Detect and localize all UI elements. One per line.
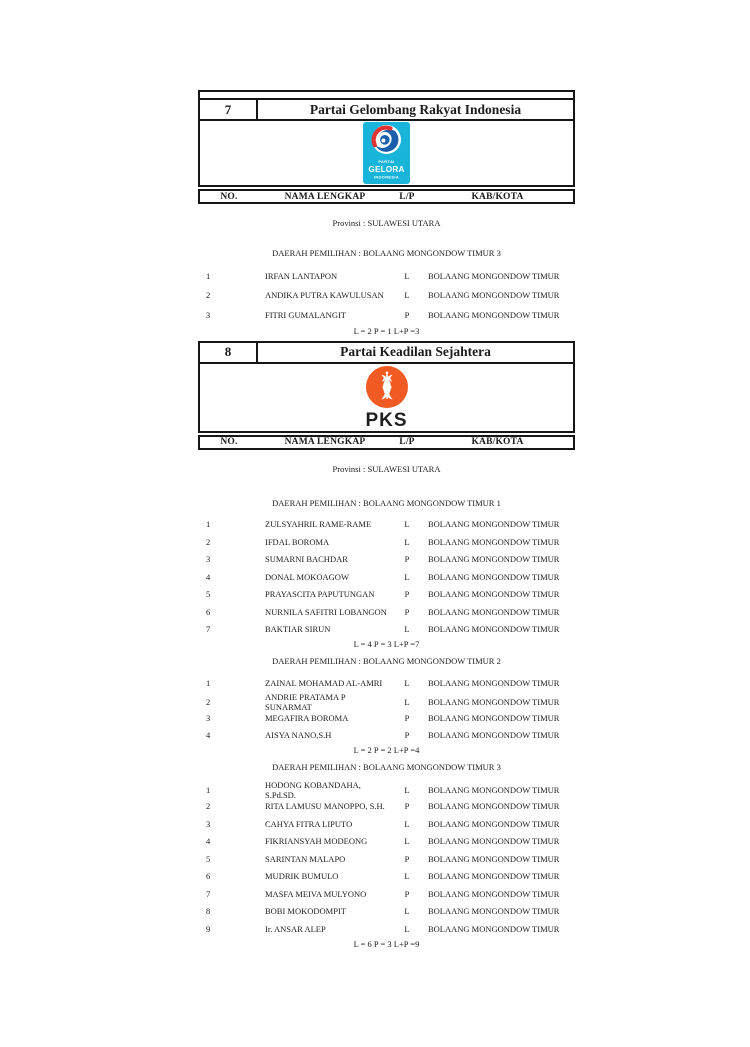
party-header-row — [198, 98, 575, 121]
candidate-kab: BOLAANG MONGONDOW TIMUR — [428, 906, 560, 917]
candidate-kab: BOLAANG MONGONDOW TIMUR — [428, 270, 560, 281]
dapil-title: DAERAH PEMILIHAN : BOLAANG MONGONDOW TIMUR 3 — [272, 248, 501, 258]
candidate-no: 4 — [206, 836, 211, 847]
dapil-group — [198, 248, 575, 337]
candidate-kab: BOLAANG MONGONDOW TIMUR — [428, 554, 560, 565]
candidate-kab: BOLAANG MONGONDOW TIMUR — [428, 730, 560, 741]
candidate-row — [198, 551, 575, 569]
candidate-name: CAHYA FITRA LIPUTO — [265, 818, 353, 829]
dapil-group — [198, 498, 575, 651]
candidate-kab: BOLAANG MONGONDOW TIMUR — [428, 785, 560, 795]
candidate-name: FITRI GUMALANGIT — [265, 309, 346, 320]
candidate-name: Ir. ANSAR ALEP — [265, 923, 326, 934]
col-header-name: NAMA LENGKAP — [284, 191, 366, 202]
candidate-lp: P — [404, 554, 410, 565]
candidate-lp: L — [404, 536, 410, 547]
candidate-no: 3 — [206, 554, 211, 565]
candidate-lp: P — [404, 712, 410, 723]
candidate-kab: BOLAANG MONGONDOW TIMUR — [428, 606, 560, 617]
candidate-row — [198, 286, 575, 306]
candidate-lp: P — [404, 853, 410, 864]
party-logo-cell — [198, 119, 575, 187]
candidate-kab: BOLAANG MONGONDOW TIMUR — [428, 853, 560, 864]
candidate-kab: BOLAANG MONGONDOW TIMUR — [428, 923, 560, 934]
candidate-row — [198, 727, 575, 745]
candidate-row — [198, 586, 575, 604]
candidate-lp: L — [404, 677, 410, 688]
dapil-summary: L = 2 P = 1 L+P =3 — [353, 325, 420, 336]
candidate-row — [198, 603, 575, 621]
candidate-row — [198, 266, 575, 286]
dapil-title: DAERAH PEMILIHAN : BOLAANG MONGONDOW TIMUR 1 — [272, 497, 501, 508]
candidate-name: BAKTIAR SIRUN — [265, 624, 331, 635]
candidate-row — [198, 533, 575, 551]
candidate-name: ANDIKA PUTRA KAWULUSAN — [265, 290, 384, 301]
gelora-logo-text-main: GELORA — [368, 165, 405, 174]
candidate-no: 5 — [206, 853, 211, 864]
party-logo-cell — [198, 362, 575, 433]
dapil-list — [198, 248, 575, 337]
candidate-kab: BOLAANG MONGONDOW TIMUR — [428, 712, 560, 723]
candidate-no: 4 — [206, 571, 211, 582]
candidate-row — [198, 568, 575, 586]
candidate-no: 2 — [206, 696, 211, 707]
candidate-no: 8 — [206, 906, 211, 917]
dapil-summary: L = 2 P = 2 L+P =4 — [353, 745, 420, 755]
candidate-kab: BOLAANG MONGONDOW TIMUR — [428, 519, 560, 530]
party-section-gelora — [198, 90, 575, 337]
dapil-group — [198, 762, 575, 950]
candidate-kab: BOLAANG MONGONDOW TIMUR — [428, 290, 560, 301]
candidate-lp: L — [404, 571, 410, 582]
candidate-lp: L — [404, 270, 410, 281]
candidate-name: FIKRIANSYAH MODEONG — [265, 836, 368, 847]
gelora-logo-text-top: PARTAI — [378, 159, 395, 164]
dapil-rows — [198, 516, 575, 639]
candidate-kab: BOLAANG MONGONDOW TIMUR — [428, 624, 560, 635]
candidate-kab: BOLAANG MONGONDOW TIMUR — [428, 589, 560, 600]
candidate-name: NURNILA SAFITRI LOBANGON — [265, 606, 387, 617]
candidate-name: MASFA MEIVA MULYONO — [265, 888, 367, 899]
candidate-name: PRAYASCITA PAPUTUNGAN — [265, 589, 375, 600]
col-header-lp: L/P — [399, 437, 415, 447]
candidate-no: 6 — [206, 871, 211, 882]
pks-logo-caption: PKS — [365, 409, 408, 431]
candidate-lp: L — [404, 836, 410, 847]
candidate-kab: BOLAANG MONGONDOW TIMUR — [428, 888, 560, 899]
candidate-no: 1 — [206, 785, 211, 795]
column-header-row — [198, 435, 575, 450]
candidate-lp: L — [404, 624, 410, 635]
candidate-no: 4 — [206, 730, 211, 741]
candidate-row — [198, 850, 575, 868]
party-number: 7 — [200, 100, 258, 119]
candidate-kab: BOLAANG MONGONDOW TIMUR — [428, 571, 560, 582]
province-line: Provinsi : SULAWESI UTARA — [332, 463, 441, 474]
candidate-name: ZAINAL MOHAMAD AL-AMRI — [265, 677, 383, 688]
candidate-lp: L — [404, 923, 410, 934]
party-name: Partai Keadilan Sejahtera — [340, 344, 491, 359]
candidate-lp: P — [404, 606, 410, 617]
candidate-row — [198, 516, 575, 534]
gelora-party-logo — [363, 122, 410, 184]
col-header-lp: L/P — [399, 191, 415, 202]
candidate-name: IRFAN LANTAPON — [265, 270, 338, 281]
candidate-kab: BOLAANG MONGONDOW TIMUR — [428, 677, 560, 688]
candidate-row — [198, 692, 575, 710]
dapil-title: DAERAH PEMILIHAN : BOLAANG MONGONDOW TIMUR 3 — [272, 762, 501, 772]
candidate-lp: L — [404, 519, 410, 530]
candidate-row — [198, 709, 575, 727]
col-header-no: NO. — [220, 191, 238, 202]
candidate-lp: L — [404, 906, 410, 917]
candidate-no: 1 — [206, 270, 211, 281]
candidate-kab: BOLAANG MONGONDOW TIMUR — [428, 536, 560, 547]
candidate-no: 2 — [206, 801, 211, 812]
candidate-row — [198, 833, 575, 851]
candidate-kab: BOLAANG MONGONDOW TIMUR — [428, 818, 560, 829]
candidate-name: SUMARNI BACHDAR — [265, 554, 348, 565]
candidate-no: 2 — [206, 290, 211, 301]
candidate-lp: L — [404, 696, 410, 707]
candidate-name: AISYA NANO,S.H — [265, 730, 332, 741]
dapil-summary: L = 6 P = 3 L+P =9 — [353, 938, 420, 949]
candidate-row — [198, 798, 575, 816]
gelora-logo-text-bottom: INDONESIA — [373, 174, 400, 180]
candidate-no: 7 — [206, 888, 211, 899]
candidate-list-document — [198, 90, 575, 950]
candidate-row — [198, 815, 575, 833]
candidate-lp: L — [404, 785, 410, 795]
candidate-row — [198, 674, 575, 692]
candidate-lp: P — [404, 309, 410, 320]
dapil-list — [198, 498, 575, 950]
col-header-kab: KAB/KOTA — [471, 437, 524, 447]
col-header-kab: KAB/KOTA — [471, 191, 524, 202]
candidate-name: ANDRIE PRATAMA P SUNARMAT — [265, 691, 346, 712]
candidate-name: MEGAFIRA BOROMA — [265, 712, 349, 723]
candidate-kab: BOLAANG MONGONDOW TIMUR — [428, 871, 560, 882]
dapil-rows — [198, 674, 575, 744]
candidate-kab: BOLAANG MONGONDOW TIMUR — [428, 801, 560, 812]
party-section-pks — [198, 341, 575, 950]
candidate-kab: BOLAANG MONGONDOW TIMUR — [428, 309, 560, 320]
candidate-name: IFDAL BOROMA — [265, 536, 330, 547]
candidate-name: RITA LAMUSU MANOPPO, S.H. — [265, 801, 385, 812]
candidate-lp: P — [404, 801, 410, 812]
dapil-group — [198, 656, 575, 756]
dapil-summary: L = 4 P = 3 L+P =7 — [353, 639, 420, 649]
candidate-lp: L — [404, 290, 410, 301]
candidate-lp: P — [404, 730, 410, 741]
candidate-name: SARINTAN MALAPO — [265, 853, 346, 864]
candidate-kab: BOLAANG MONGONDOW TIMUR — [428, 836, 560, 847]
pks-party-logo — [365, 365, 409, 409]
dapil-rows — [198, 266, 575, 325]
candidate-row — [198, 780, 575, 798]
col-header-no: NO. — [220, 437, 238, 447]
candidate-no: 9 — [206, 923, 211, 934]
candidate-no: 1 — [206, 519, 211, 530]
gelora-wave-icon — [372, 125, 401, 154]
province-line: Provinsi : SULAWESI UTARA — [332, 218, 441, 228]
dapil-rows — [198, 780, 575, 938]
candidate-no: 3 — [206, 712, 211, 723]
candidate-row — [198, 868, 575, 886]
candidate-no: 3 — [206, 309, 211, 320]
candidate-row — [198, 621, 575, 639]
candidate-no: 1 — [206, 677, 211, 688]
party-header-row — [198, 341, 575, 364]
candidate-name: DONAL MOKOAGOW — [265, 571, 349, 582]
party-name: Partai Gelombang Rakyat Indonesia — [309, 101, 522, 117]
candidate-lp: P — [404, 589, 410, 600]
candidate-no: 2 — [206, 536, 211, 547]
candidate-lp: L — [404, 871, 410, 882]
candidate-no: 3 — [206, 818, 211, 829]
candidate-lp: L — [404, 818, 410, 829]
candidate-row — [198, 305, 575, 325]
candidate-no: 5 — [206, 589, 211, 600]
candidate-name: ZULSYAHRIL RAME-RAME — [265, 519, 372, 530]
candidate-name: BOBI MOKODOMPIT — [265, 906, 346, 917]
col-header-name: NAMA LENGKAP — [284, 437, 366, 447]
candidate-name: HODONG KOBANDAHA, S.Pd.SD. — [265, 780, 361, 800]
column-header-row — [198, 189, 575, 204]
candidate-row — [198, 920, 575, 938]
candidate-no: 7 — [206, 624, 211, 635]
candidate-name: MUDRIK BUMULO — [265, 871, 339, 882]
candidate-row — [198, 885, 575, 903]
candidate-no: 6 — [206, 606, 211, 617]
dapil-title: DAERAH PEMILIHAN : BOLAANG MONGONDOW TIMUR 2 — [272, 656, 501, 666]
candidate-lp: P — [404, 888, 410, 899]
party-number: 8 — [200, 343, 258, 362]
candidate-kab: BOLAANG MONGONDOW TIMUR — [428, 696, 560, 707]
candidate-row — [198, 903, 575, 921]
